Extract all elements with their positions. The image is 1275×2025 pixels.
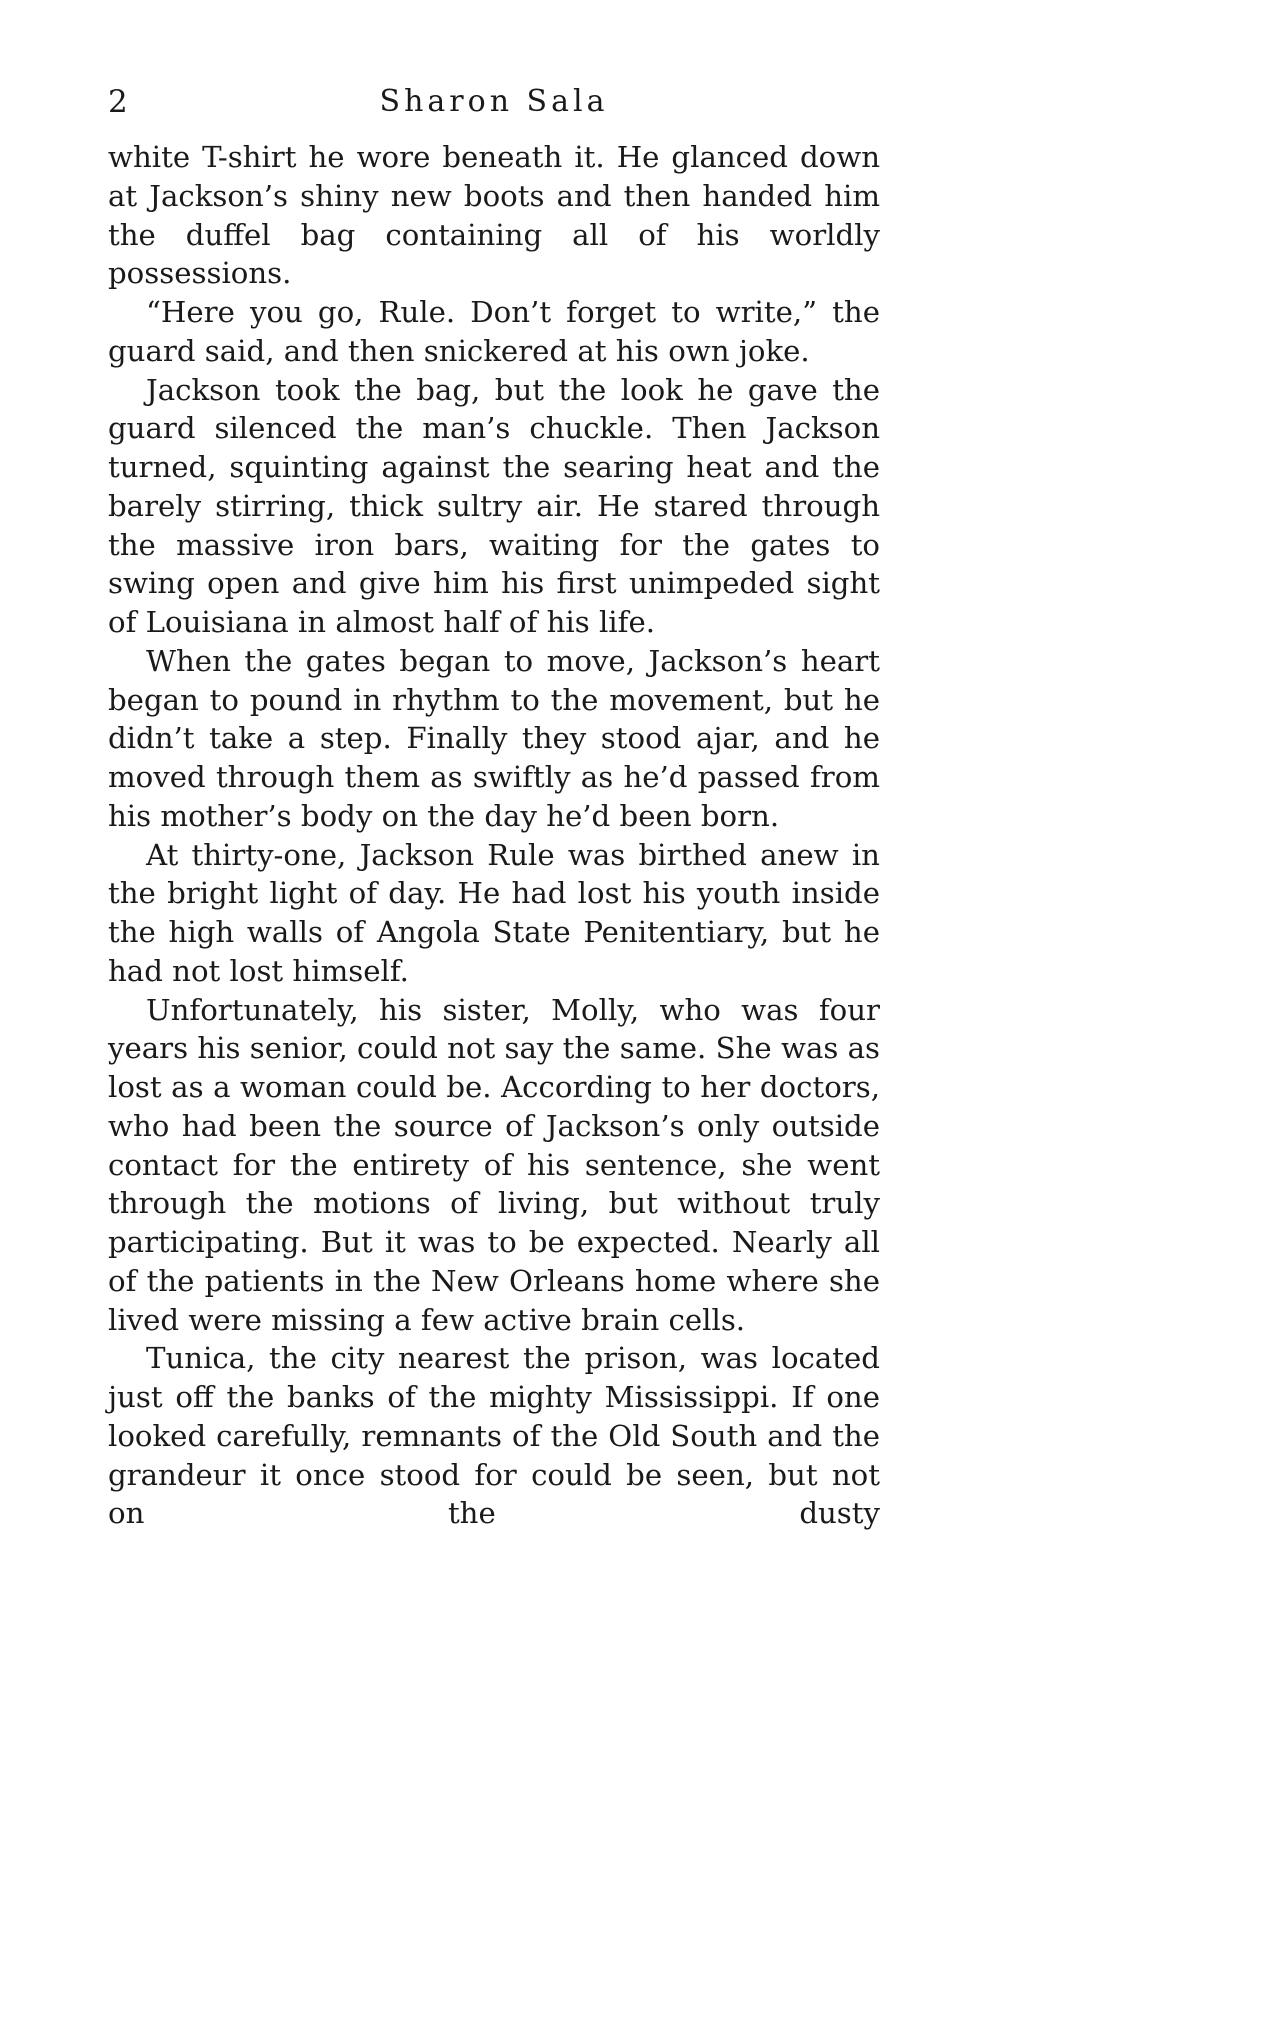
paragraph: Tunica, the city nearest the prison, was located just off the banks of the mighty Mississippi. If one looked carefully, remnants of the Old South and the grandeur it once stood for could be seen, but not on the dusty	[108, 1341, 880, 1531]
body-text	[108, 138, 880, 1533]
paragraph: At thirty-one, Jackson Rule was birthed anew in the bright light of day. He had lost his youth inside the high walls of Angola State Penitentiary, but he had not lost himself.	[108, 837, 880, 988]
paragraph: Unfortunately, his sister, Molly, who was four years his senior, could not say the same. She was as lost as a woman could be. According to her doctors, who had been the source of Jackson’s only outside contact for the entirety of his sentence, she went through the motions of living, but without truly participating. But it was to be expected. Nearly all of the patients in the New Orleans home where she lived were missing a few active brain cells.	[108, 992, 880, 1337]
paragraph: “Here you go, Rule. Don’t forget to write,” the guard said, and then snickered at his own joke.	[108, 295, 880, 368]
page-number: 2	[108, 84, 128, 120]
paragraph: white T-shirt he wore beneath it. He glanced down at Jackson’s shiny new boots and then handed him the duffel bag containing all of his worldly possessions.	[108, 140, 880, 291]
running-head-author: Sharon Sala	[379, 84, 609, 119]
page-header	[108, 80, 880, 124]
paragraph: When the gates began to move, Jackson’s heart began to pound in rhythm to the movement, but he didn’t take a step. Finally they stood ajar, and he moved through them as swiftly as he’d passed from his mother’s body on the day he’d been born.	[108, 643, 880, 833]
paragraph: Jackson took the bag, but the look he gave the guard silenced the man’s chuckle. Then Jackson turned, squinting against the searing heat and the barely stirring, thick sultry air. He stared through the massive iron bars, waiting for the gates to swing open and give him his first unimpeded sight of Louisiana in almost half of his life.	[108, 372, 880, 639]
